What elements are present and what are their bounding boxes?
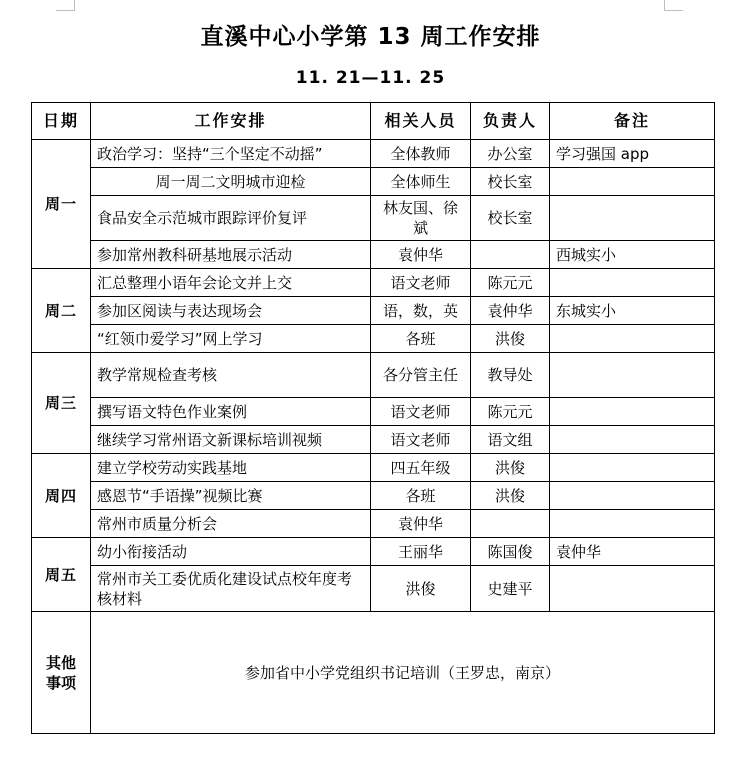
people-cell: 王丽华 <box>371 538 471 566</box>
owner-cell: 袁仲华 <box>471 297 550 325</box>
owner-cell: 办公室 <box>471 140 550 168</box>
table-row <box>32 269 715 297</box>
header-day: 日期 <box>32 103 91 140</box>
task-cell: 常州市质量分析会 <box>91 510 371 538</box>
table-row <box>32 196 715 241</box>
table-row <box>32 454 715 482</box>
table-row <box>32 538 715 566</box>
day-cell: 周四 <box>32 454 91 538</box>
other-content: 参加省中小学党组织书记培训（王罗忠，南京） <box>91 612 715 734</box>
owner-cell <box>471 241 550 269</box>
note-cell <box>550 482 715 510</box>
task-cell: 感恩节“手语操”视频比赛 <box>91 482 371 510</box>
owner-cell: 校长室 <box>471 168 550 196</box>
table-row <box>32 566 715 612</box>
task-cell: 继续学习常州语文新课标培训视频 <box>91 426 371 454</box>
other-label <box>32 612 91 734</box>
header-owner: 负责人 <box>471 103 550 140</box>
task-cell: 常州市关工委优质化建设试点校年度考核材料 <box>91 566 371 612</box>
task-cell: 政治学习：坚持“三个坚定不动摇” <box>91 140 371 168</box>
owner-cell: 陈国俊 <box>471 538 550 566</box>
people-cell: 洪俊 <box>371 566 471 612</box>
table-row <box>32 353 715 398</box>
header-people: 相关人员 <box>371 103 471 140</box>
table-row <box>32 168 715 196</box>
note-cell <box>550 510 715 538</box>
people-cell: 林友国、徐斌 <box>371 196 471 241</box>
day-cell: 周一 <box>32 140 91 269</box>
note-cell: 东城实小 <box>550 297 715 325</box>
task-cell: 周一周二文明城市迎检 <box>91 168 371 196</box>
owner-cell: 洪俊 <box>471 454 550 482</box>
people-cell: 袁仲华 <box>371 510 471 538</box>
day-cell: 周三 <box>32 353 91 454</box>
note-cell <box>550 196 715 241</box>
task-cell: 建立学校劳动实践基地 <box>91 454 371 482</box>
day-cell: 周二 <box>32 269 91 353</box>
task-cell: 教学常规检查考核 <box>91 353 371 398</box>
owner-cell: 史建平 <box>471 566 550 612</box>
task-cell: 食品安全示范城市跟踪评价复评 <box>91 196 371 241</box>
note-cell <box>550 325 715 353</box>
day-cell: 周五 <box>32 538 91 612</box>
note-cell <box>550 426 715 454</box>
people-cell: 语文老师 <box>371 426 471 454</box>
people-cell: 各分管主任 <box>371 353 471 398</box>
task-cell: 幼小衔接活动 <box>91 538 371 566</box>
people-cell: 全体教师 <box>371 140 471 168</box>
crop-mark-right <box>664 0 683 11</box>
owner-cell: 洪俊 <box>471 325 550 353</box>
table-row <box>32 325 715 353</box>
header-note: 备注 <box>550 103 715 140</box>
task-cell: 撰写语文特色作业案例 <box>91 398 371 426</box>
people-cell: 语文老师 <box>371 269 471 297</box>
people-cell: 各班 <box>371 482 471 510</box>
people-cell: 语文老师 <box>371 398 471 426</box>
owner-cell <box>471 510 550 538</box>
table-row <box>32 140 715 168</box>
note-cell: 袁仲华 <box>550 538 715 566</box>
owner-cell: 校长室 <box>471 196 550 241</box>
table-row <box>32 297 715 325</box>
table-row <box>32 241 715 269</box>
table-row <box>32 510 715 538</box>
owner-cell: 洪俊 <box>471 482 550 510</box>
other-label-line2: 事项 <box>45 673 76 692</box>
note-cell <box>550 353 715 398</box>
owner-cell: 教导处 <box>471 353 550 398</box>
page-title: 直溪中心小学第 13 周工作安排 <box>200 24 541 50</box>
table-row <box>32 426 715 454</box>
note-cell <box>550 566 715 612</box>
note-cell <box>550 398 715 426</box>
task-cell: 参加常州教科研基地展示活动 <box>91 241 371 269</box>
note-cell <box>550 269 715 297</box>
table-row <box>32 482 715 510</box>
other-row <box>32 612 715 734</box>
people-cell: 语，数，英 <box>371 297 471 325</box>
task-cell: 参加区阅读与表达现场会 <box>91 297 371 325</box>
note-cell <box>550 168 715 196</box>
owner-cell: 陈元元 <box>471 269 550 297</box>
owner-cell: 语文组 <box>471 426 550 454</box>
people-cell: 各班 <box>371 325 471 353</box>
task-cell: “红领巾爱学习”网上学习 <box>91 325 371 353</box>
note-cell <box>550 454 715 482</box>
task-cell: 汇总整理小语年会论文并上交 <box>91 269 371 297</box>
schedule-table <box>31 102 715 734</box>
note-cell: 学习强国 app <box>550 140 715 168</box>
owner-cell: 陈元元 <box>471 398 550 426</box>
date-range: 11. 21—11. 25 <box>295 68 446 88</box>
other-label-line1: 其他 <box>45 653 76 672</box>
header-task: 工作安排 <box>91 103 371 140</box>
note-cell: 西城实小 <box>550 241 715 269</box>
people-cell: 四五年级 <box>371 454 471 482</box>
header-row <box>32 103 715 140</box>
table-row <box>32 398 715 426</box>
crop-mark-left <box>56 0 75 11</box>
people-cell: 袁仲华 <box>371 241 471 269</box>
people-cell: 全体师生 <box>371 168 471 196</box>
